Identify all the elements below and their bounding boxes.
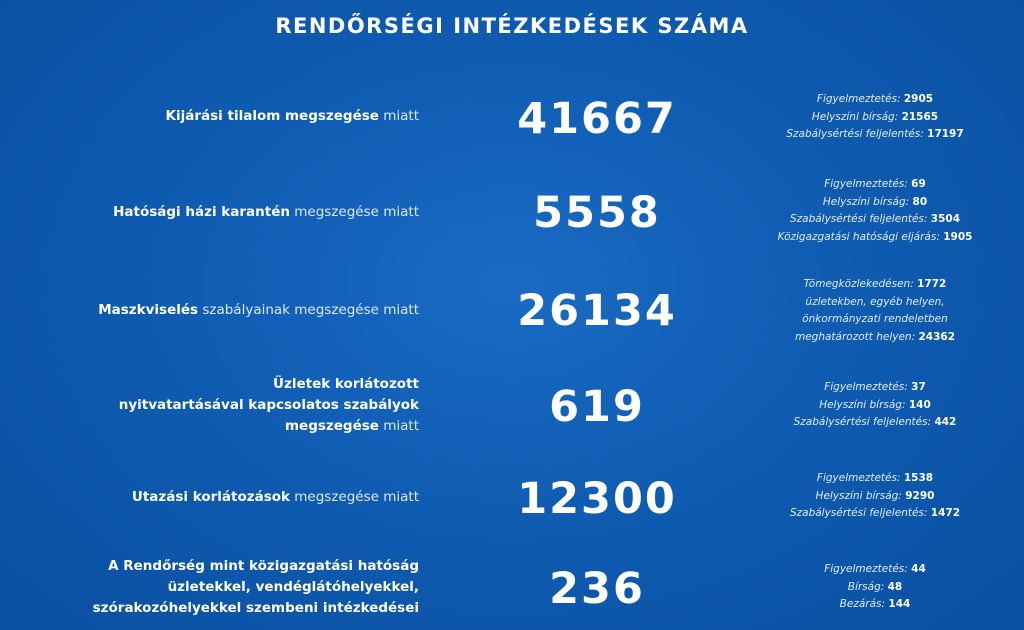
detail-line: Helyszíni bírság: 9290: [815, 489, 935, 502]
detail-line: Bírság: 48: [847, 580, 903, 593]
row-total: 41667: [517, 94, 677, 144]
row-details: [770, 561, 980, 614]
detail-line: önkormányzati rendeletben: [802, 313, 948, 325]
detail-line: Figyelmeztetés: 2905: [816, 93, 934, 105]
detail-line: Szabálysértési feljelentés: 17197: [786, 128, 964, 140]
detail-line: Figyelmeztetés: 69: [824, 178, 926, 190]
detail-line: Tömegközlekedésen: 1772: [803, 278, 947, 290]
row-label: Maszkviselés szabályainak megszegése miatt: [98, 302, 419, 318]
detail-line: Bezárás: 144: [839, 598, 911, 610]
detail-line: Helyszíni bírság: 80: [822, 195, 928, 208]
row-label: A Rendőrség mint közigazgatási hatóság üzletekkel, vendéglátóhelyekkel, szórakozóhelyekkel szembeni intézkedései: [92, 558, 419, 616]
detail-line: Figyelmeztetés: 44: [824, 563, 926, 575]
row-total: 236: [549, 564, 645, 614]
detail-line: Helyszíni bírság: 140: [819, 398, 931, 411]
detail-line: Szabálysértési feljelentés: 3504: [789, 213, 961, 225]
detail-line: Figyelmeztetés: 1538: [816, 472, 934, 484]
detail-line: Szabálysértési feljelentés: 442: [793, 416, 957, 428]
row-total: 12300: [517, 474, 677, 524]
detail-line: Figyelmeztetés: 37: [824, 381, 926, 393]
row-total: 619: [549, 382, 645, 432]
detail-line: meghatározott helyen: 24362: [794, 330, 955, 343]
row-details: [770, 276, 980, 346]
row-total: 5558: [533, 188, 661, 238]
row-details: [770, 379, 980, 432]
detail-line: üzletekben, egyéb helyen,: [805, 295, 945, 308]
page-title: RENDŐRSÉGI INTÉZKEDÉSEK SZÁMA: [275, 14, 749, 38]
row-details: [770, 91, 980, 144]
row-details: [770, 470, 980, 523]
detail-line: Helyszíni bírság: 21565: [811, 110, 939, 123]
row-label: Utazási korlátozások megszegése miatt: [131, 489, 419, 505]
detail-line: Közigazgatási hatósági eljárás: 1905: [777, 230, 973, 243]
row-total: 26134: [517, 286, 677, 336]
row-label: Kijárási tilalom megszegése miatt: [165, 108, 419, 124]
row-details: [770, 176, 980, 246]
row-label: Hatósági házi karantén megszegése miatt: [113, 204, 419, 220]
detail-line: Szabálysértési feljelentés: 1472: [789, 507, 961, 519]
row-label: Üzletek korlátozott nyitvatartásával kapcsolatos szabályok megszegése miatt: [118, 376, 419, 434]
